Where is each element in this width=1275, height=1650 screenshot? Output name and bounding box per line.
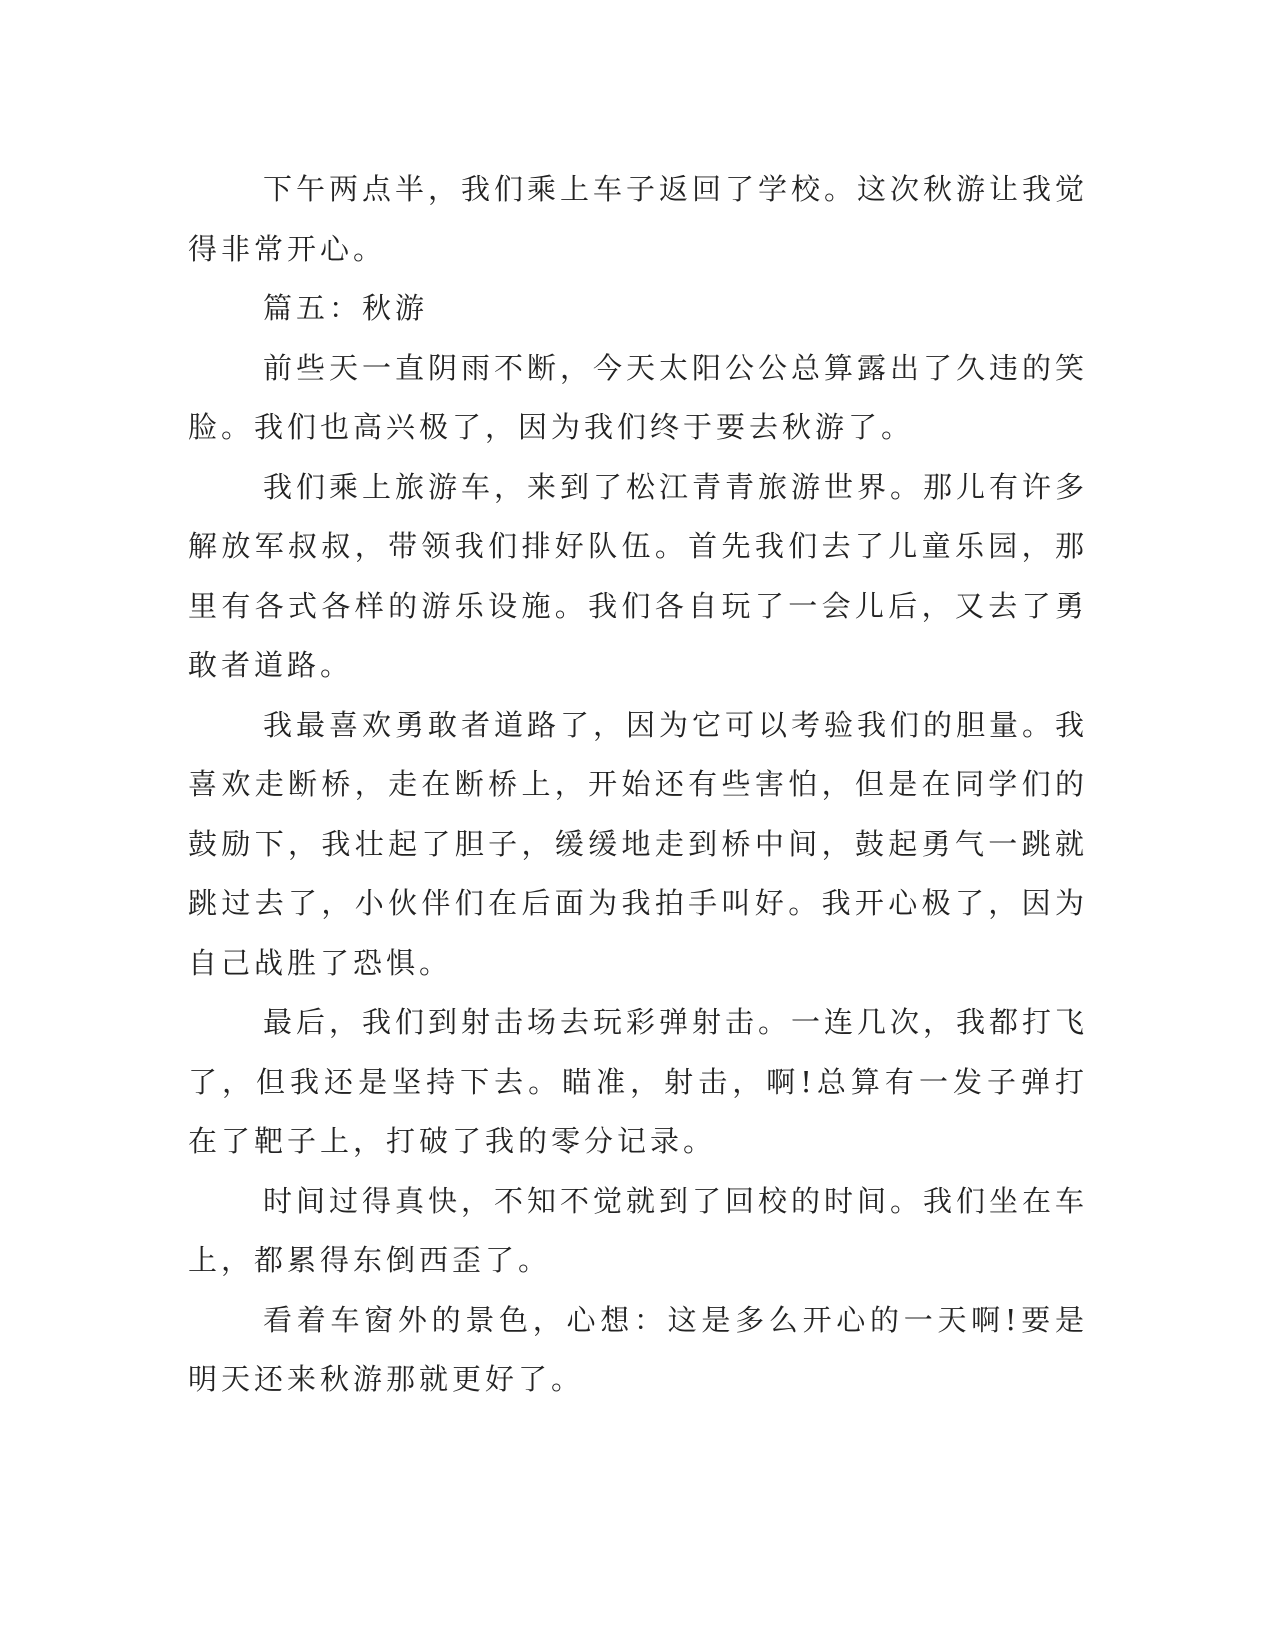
paragraph-shooting: 最后，我们到射击场去玩彩弹射击。一连几次，我都打飞了，但我还是坚持下去。瞄准，射击，啊!总算有一发子弹打在了靶子上，打破了我的零分记录。 (188, 1005, 1089, 1158)
paragraph-return-to-school: 下午两点半，我们乘上车子返回了学校。这次秋游让我觉得非常开心。 (188, 172, 1089, 266)
paragraph-time-to-return: 时间过得真快，不知不觉就到了回校的时间。我们坐在车上，都累得东倒西歪了。 (188, 1183, 1089, 1277)
paragraph-arrival: 我们乘上旅游车，来到了松江青青旅游世界。那儿有许多解放军叔叔，带领我们排好队伍。首先我们去了儿童乐园，那里有各式各样的游乐设施。我们各自玩了一会儿后，又去了勇敢者道路。 (188, 469, 1089, 682)
document-body (188, 160, 1088, 1410)
paragraph-brave-road: 我最喜欢勇敢者道路了，因为它可以考验我们的胆量。我喜欢走断桥，走在断桥上，开始还有些害怕，但是在同学们的鼓励下，我壮起了胆子，缓缓地走到桥中间，鼓起勇气一跳就跳过去了，小伙伴们在后面为我拍手叫好。我开心极了，因为自己战胜了恐惧。 (188, 707, 1089, 980)
paragraph-intro: 前些天一直阴雨不断，今天太阳公公总算露出了久违的笑脸。我们也高兴极了，因为我们终于要去秋游了。 (188, 350, 1089, 444)
paragraph-conclusion: 看着车窗外的景色，心想：这是多么开心的一天啊!要是明天还来秋游那就更好了。 (188, 1302, 1088, 1396)
section-heading: 篇五：秋游 (263, 291, 429, 325)
